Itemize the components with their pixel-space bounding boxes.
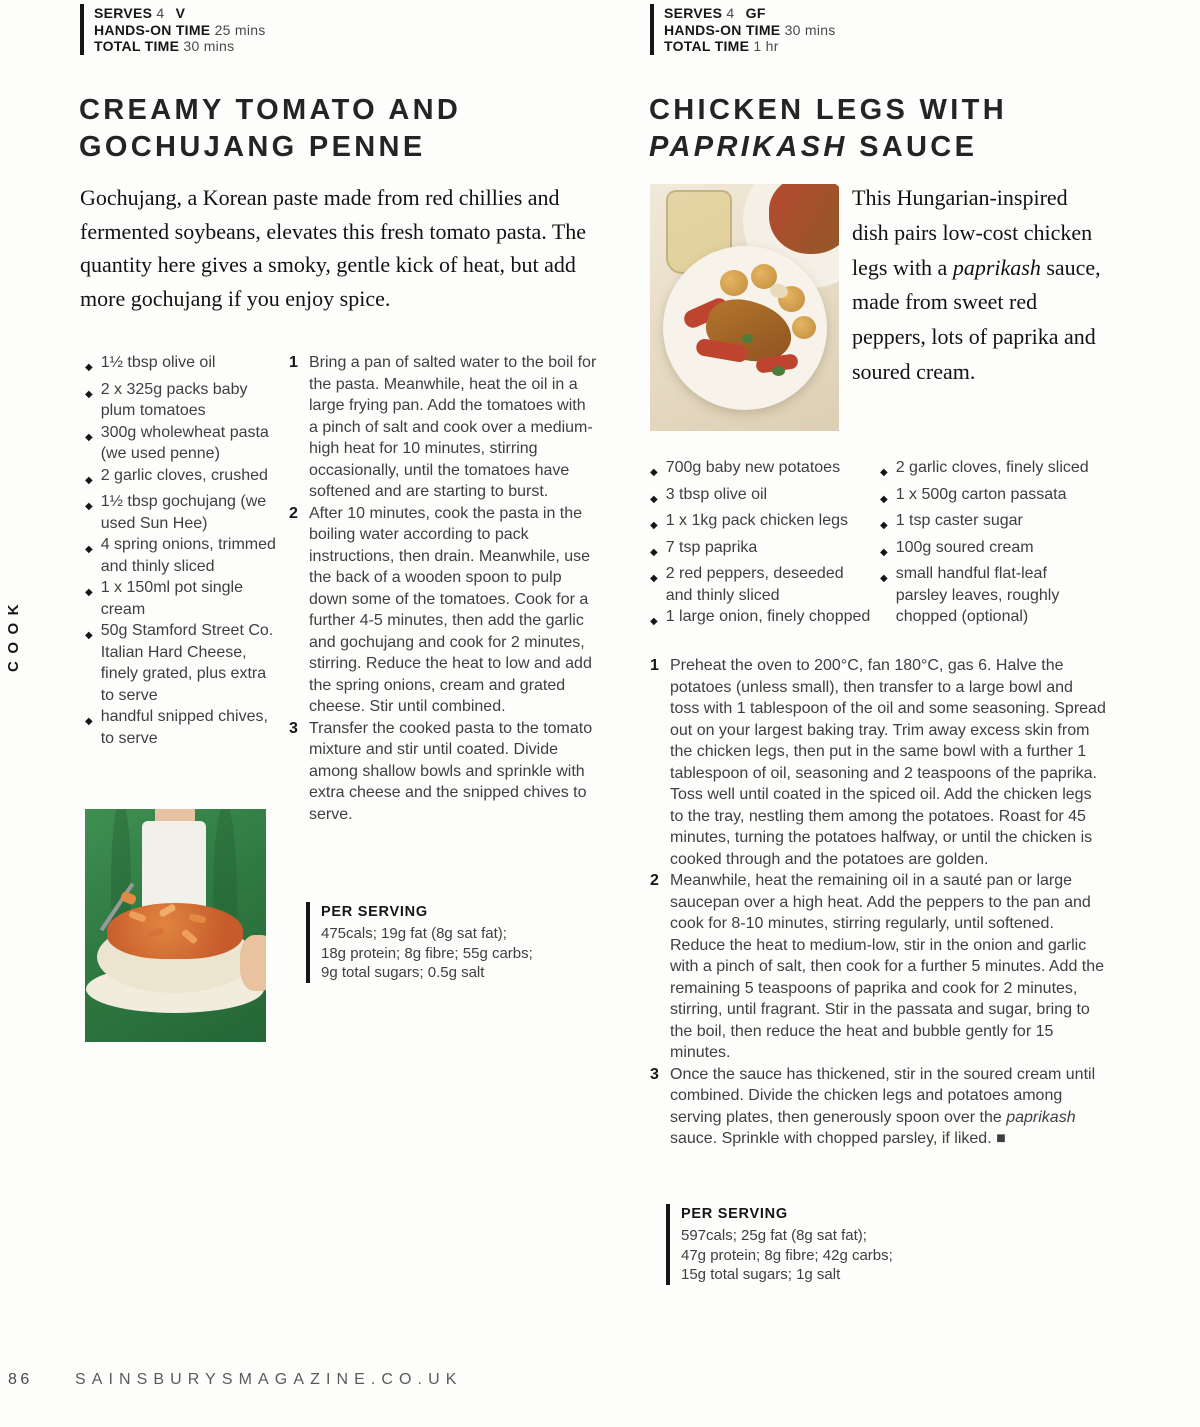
- serves-row: [664, 5, 836, 22]
- recipe-intro: Gochujang, a Korean paste made from red chillies and fermented soybeans, elevates this fresh tomato pasta. The quantity here gives a smoky, gentle kick of heat, but add more gochujang if you enjoy spice.: [80, 185, 587, 311]
- nutrition-block: [306, 902, 533, 983]
- total-time-label: TOTAL TIME: [664, 38, 750, 54]
- ingredient-item: [650, 457, 874, 484]
- diamond-bullet-icon: ◆: [85, 587, 93, 598]
- diet-badge: GF: [745, 5, 766, 21]
- ingredient-text: 1 tsp caster sugar: [895, 512, 1023, 529]
- ingredient-text: 1½ tbsp gochujang (we used Sun Hee): [100, 493, 267, 532]
- hands-on-row: [664, 22, 836, 39]
- ingredient-text: 3 tbsp olive oil: [665, 485, 768, 503]
- per-serving-label: PER SERVING: [681, 1206, 788, 1222]
- ingredient-text: 300g wholewheat pasta (we used penne): [100, 423, 269, 462]
- ingredients-columns: [650, 457, 1102, 633]
- serves-value: 4: [156, 5, 165, 21]
- section-label-cook: COOK: [5, 597, 22, 672]
- serves-label: SERVES: [664, 5, 723, 21]
- page-number: 86: [8, 1371, 33, 1388]
- ingredient-text: 1 x 1kg pack chicken legs: [665, 512, 849, 529]
- recipe-meta: [80, 4, 266, 55]
- ingredient-item: [880, 457, 1102, 484]
- diamond-bullet-icon: ◆: [85, 431, 93, 443]
- ingredient-item: [880, 484, 1102, 511]
- diamond-bullet-icon: ◆: [880, 546, 888, 558]
- step-number: 2: [289, 504, 298, 522]
- ingredient-text: 7 tsp paprika: [665, 538, 758, 556]
- ingredients-list: [85, 352, 283, 749]
- ingredient-item: [85, 465, 283, 492]
- recipe-meta: [650, 4, 836, 55]
- ingredient-item: [650, 606, 874, 633]
- ingredient-text: handful snipped chives, to serve: [100, 708, 268, 747]
- ingredient-text: 2 red peppers, deseeded and thinly sliced: [665, 565, 844, 604]
- ingredient-text: 100g soured cream: [895, 538, 1034, 556]
- ingredient-item: [85, 577, 283, 620]
- ingredient-item: [85, 491, 283, 534]
- parsley-shape: [772, 366, 785, 376]
- nutrition-line: 47g protein; 8g fibre; 42g carbs;: [681, 1246, 893, 1264]
- recipe-title: [649, 92, 1007, 166]
- step-text: Once the sauce has thickened, stir in the soured cream until combined. Divide the chicken legs and potatoes among serving plates, then generously spoon over the paprikash sauce. Sprinkle with chopped parsley, if liked. ■: [670, 1065, 1096, 1147]
- diamond-bullet-icon: ◆: [85, 544, 93, 555]
- diamond-bullet-icon: ◆: [85, 474, 93, 486]
- parsley-shape: [742, 334, 753, 343]
- ingredient-item: [85, 706, 283, 749]
- diamond-bullet-icon: ◆: [85, 362, 93, 373]
- ingredient-item: [650, 510, 874, 537]
- hands-on-value: 25 mins: [214, 21, 266, 38]
- diamond-bullet-icon: ◆: [880, 573, 888, 584]
- serves-row: [94, 5, 266, 22]
- ingredient-text: 1 x 150ml pot single cream: [100, 579, 244, 618]
- method-step: [289, 352, 597, 503]
- total-time-value: 1 hr: [753, 38, 779, 54]
- diamond-bullet-icon: ◆: [650, 493, 658, 505]
- potato-shape: [792, 316, 816, 339]
- nutrition-line: 18g protein; 8g fibre; 55g carbs;: [321, 944, 533, 962]
- diamond-bullet-icon: ◆: [85, 630, 93, 641]
- diamond-bullet-icon: ◆: [650, 573, 658, 584]
- ingredient-item: [85, 534, 283, 577]
- step-number: 3: [650, 1065, 659, 1083]
- total-time-label: TOTAL TIME: [94, 38, 180, 54]
- ingredient-text: 2 x 325g packs baby plum tomatoes: [100, 380, 248, 419]
- diamond-bullet-icon: ◆: [85, 388, 93, 400]
- step-text: After 10 minutes, cook the pasta in the boiling water according to pack instructions, then drain. Meanwhile, use the back of a wooden spoon to pulp down some of the tomatoes. Cook for a further 4-5 minutes, then add the garlic and gochujang and cook for 2 minutes, stirring. Reduce the heat to low and add the spring onions, cream and grated cheese. Stir until combined.: [309, 504, 592, 715]
- ingredient-item: [650, 537, 874, 564]
- diamond-bullet-icon: ◆: [880, 467, 888, 478]
- hands-on-row: [94, 22, 266, 39]
- potato-shape: [720, 270, 748, 296]
- diamond-bullet-icon: ◆: [880, 520, 888, 531]
- serves-value: 4: [726, 5, 735, 21]
- step-text: Transfer the cooked pasta to the tomato mixture and stir until coated. Divide among shallow bowls and sprinkle with extra cheese and the snipped chives to serve.: [309, 719, 593, 823]
- ingredient-text: 50g Stamford Street Co. Italian Hard Cheese, finely grated, plus extra to serve: [100, 622, 274, 704]
- ingredient-item: [650, 484, 874, 511]
- ingredient-text: small handful flat-leaf parsley leaves, roughly chopped (optional): [895, 565, 1060, 625]
- chicken-paprikash-photo: [650, 184, 839, 431]
- method-step: [289, 503, 597, 718]
- website-url: SAINSBURYSMAGAZINE.CO.UK: [75, 1371, 463, 1388]
- diet-badge: V: [175, 5, 186, 21]
- nutrition-line: 9g total sugars; 0.5g salt: [321, 964, 485, 981]
- nutrition-line: 475cals; 19g fat (8g sat fat);: [321, 925, 507, 942]
- recipe-intro: This Hungarian-inspired dish pairs low-cost chicken legs with a paprikash sauce, made from sweet red peppers, lots of paprika and soured cream.: [852, 185, 1101, 384]
- ingredient-text: 1½ tbsp olive oil: [100, 354, 216, 371]
- title-line2: GOCHUJANG PENNE: [79, 131, 426, 163]
- ingredient-item: [85, 422, 283, 465]
- step-number: 2: [650, 872, 659, 889]
- ingredient-item: [880, 537, 1102, 564]
- method-steps: [650, 655, 1106, 1150]
- hands-on-label: HANDS-ON TIME: [664, 21, 781, 38]
- ingredient-item: [85, 352, 283, 379]
- total-time-value: 30 mins: [183, 38, 235, 54]
- serves-label: SERVES: [94, 5, 153, 21]
- ingredient-text: 4 spring onions, trimmed and thinly sliced: [100, 536, 276, 575]
- total-time-row: [94, 38, 266, 55]
- recipe-title: [79, 92, 461, 166]
- ingredient-text: 2 garlic cloves, finely sliced: [895, 459, 1089, 476]
- ingredient-text: 1 x 500g carton passata: [895, 485, 1067, 503]
- ingredient-item: [85, 620, 283, 706]
- ingredient-item: [650, 563, 874, 606]
- nutrition-block: [666, 1204, 893, 1285]
- method-step: [289, 718, 597, 826]
- nutrition-line: 15g total sugars; 1g salt: [681, 1266, 841, 1283]
- total-time-row: [664, 38, 836, 55]
- ingredient-text: 2 garlic cloves, crushed: [100, 466, 268, 484]
- title-line2: PAPRIKASH SAUCE: [649, 131, 978, 163]
- ingredient-text: 700g baby new potatoes: [665, 459, 841, 476]
- ingredient-text: 1 large onion, finely chopped: [665, 608, 871, 625]
- step-text: Meanwhile, heat the remaining oil in a sauté pan or large saucepan over a high heat. Add the peppers to the pan and cook for 8-10 minutes, stirring regularly, until softened. Reduce the heat to medium-low, stir in the onion and garlic with a pinch of salt, then cook for a further 5 minutes. Add the remaining 5 teaspoons of paprika and cook for 2 minutes, stirring, until fragrant. Stir in the passata and sugar, bring to the boil, then reduce the heat and bubble gently for 15 minutes.: [670, 872, 1105, 1061]
- step-text: Bring a pan of salted water to the boil for the pasta. Meanwhile, heat the oil in a large frying pan. Add the tomatoes with a pinch of salt and cook over a medium-high heat for 10 minutes, stirring occasionally, until the tomatoes have softened and are starting to burst.: [309, 354, 597, 500]
- hands-on-value: 30 mins: [784, 21, 836, 38]
- hand-shape: [240, 935, 266, 991]
- ingredient-item: [85, 379, 283, 422]
- method-step: [650, 655, 1106, 870]
- method-step: [650, 1064, 1106, 1150]
- ingredient-item: [880, 563, 1102, 628]
- method-steps: [289, 352, 597, 825]
- diamond-bullet-icon: ◆: [650, 520, 658, 531]
- ingredients-list-col2: [880, 457, 1102, 633]
- nutrition-line: 597cals; 25g fat (8g sat fat);: [681, 1227, 867, 1244]
- step-text: Preheat the oven to 200°C, fan 180°C, gas 6. Halve the potatoes (unless small), then transfer to a large bowl and toss with 1 tablespoon of the oil and some seasoning. Spread out on your largest baking tray. Trim away excess skin from the chicken legs, then put in the same bowl with a further 1 tablespoon of oil, seasoning and 2 teaspoons of the paprika. Toss well until coated in the spiced oil. Add the chicken legs to the tray, nestling them among the potatoes. Roast for 45 minutes, turning the potatoes halfway, or until the chicken is cooked through and the potatoes are golden.: [670, 657, 1106, 868]
- diamond-bullet-icon: ◆: [85, 716, 93, 727]
- title-line1: CREAMY TOMATO AND: [79, 94, 462, 126]
- nutrition-lines: [681, 1226, 893, 1285]
- pasta-mound-shape: [107, 903, 243, 959]
- hands-on-label: HANDS-ON TIME: [94, 21, 211, 38]
- step-number: 1: [650, 657, 659, 674]
- diamond-bullet-icon: ◆: [880, 493, 888, 505]
- diamond-bullet-icon: ◆: [650, 467, 658, 478]
- step-number: 3: [289, 719, 298, 737]
- title-line1: CHICKEN LEGS WITH: [649, 94, 1007, 126]
- per-serving-label: PER SERVING: [321, 904, 428, 920]
- diamond-bullet-icon: ◆: [650, 616, 658, 627]
- ingredient-item: [880, 510, 1102, 537]
- diamond-bullet-icon: ◆: [85, 501, 93, 512]
- nutrition-lines: [321, 924, 533, 983]
- ingredients-list-col1: [650, 457, 874, 633]
- method-step: [650, 870, 1106, 1064]
- step-number: 1: [289, 354, 298, 371]
- pasta-bowl-photo: [85, 809, 266, 1042]
- diamond-bullet-icon: ◆: [650, 546, 658, 558]
